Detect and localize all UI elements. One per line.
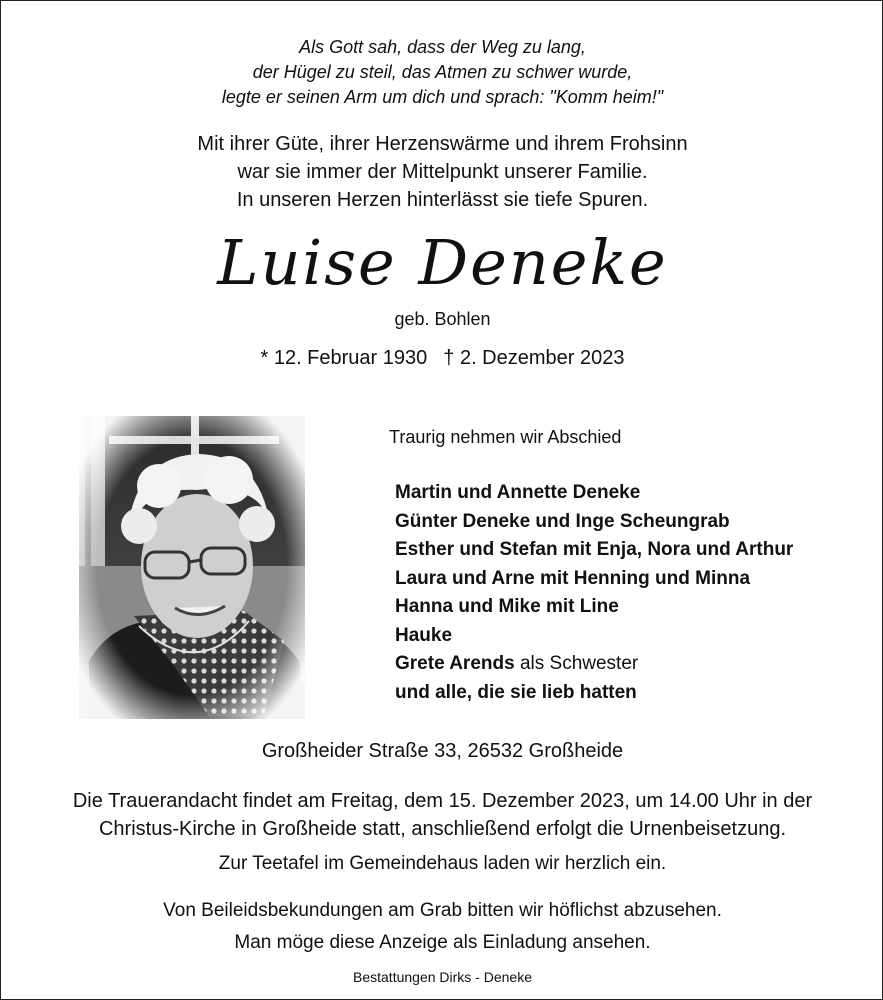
portrait-photo (79, 416, 305, 719)
intro-line: In unseren Herzen hinterlässt sie tiefe Spuren. (236, 189, 649, 211)
poem (1, 35, 883, 110)
service-info (1, 787, 883, 843)
birth-date: * 12. Februar 1930 (260, 347, 428, 369)
closing-notes (1, 895, 883, 959)
list-item: Esther und Stefan mit Enja, Nora und Arthur (395, 539, 794, 560)
sibling-relation: als Schwester (519, 653, 639, 674)
undertaker: Bestattungen Dirks - Deneke (353, 969, 532, 985)
list-item: Hanna und Mike mit Line (395, 596, 619, 617)
mourners-list (395, 479, 869, 707)
poem-line: legte er seinen Arm um dich und sprach: "Komm heim!" (221, 87, 664, 107)
intro-line: war sie immer der Mittelpunkt unserer Familie. (237, 161, 648, 183)
farewell-heading: Traurig nehmen wir Abschied (389, 427, 622, 447)
sibling-name: Grete Arends (395, 653, 515, 674)
intro-text (1, 130, 883, 214)
service-line: Die Trauerandacht findet am Freitag, dem 15. Dezember 2023, um 14.00 Uhr in der (72, 790, 813, 812)
tea-invitation: Zur Teetafel im Gemeindehaus laden wir herzlich ein. (218, 853, 667, 874)
closing-line: Man möge diese Anzeige als Einladung ansehen. (234, 932, 651, 953)
deceased-name: Luise Deneke (217, 226, 668, 299)
list-item (395, 650, 869, 679)
poem-line: Als Gott sah, dass der Weg zu lang, (299, 37, 586, 57)
list-item: Günter Deneke und Inge Scheungrab (395, 510, 730, 532)
list-item: Martin und Annette Deneke (395, 482, 641, 503)
closing-line: Von Beileidsbekundungen am Grab bitten wir höflichst abzusehen. (163, 900, 722, 921)
list-item: und alle, die sie lieb hatten (395, 681, 637, 703)
mourners-block (389, 425, 869, 707)
address: Großheider Straße 33, 26532 Großheide (261, 740, 624, 762)
intro-line: Mit ihrer Güte, ihrer Herzenswärme und ihrem Frohsinn (197, 133, 688, 155)
poem-line: der Hügel zu steil, das Atmen zu schwer wurde, (252, 62, 633, 82)
maiden-name: geb. Bohlen (394, 309, 491, 329)
life-dates (1, 345, 883, 371)
death-date: † 2. Dezember 2023 (443, 347, 625, 369)
list-item: Laura und Arne mit Henning und Minna (395, 567, 751, 589)
list-item: Hauke (395, 624, 453, 646)
service-line: Christus-Kirche in Großheide statt, anschließend erfolgt die Urnenbeisetzung. (98, 818, 786, 840)
